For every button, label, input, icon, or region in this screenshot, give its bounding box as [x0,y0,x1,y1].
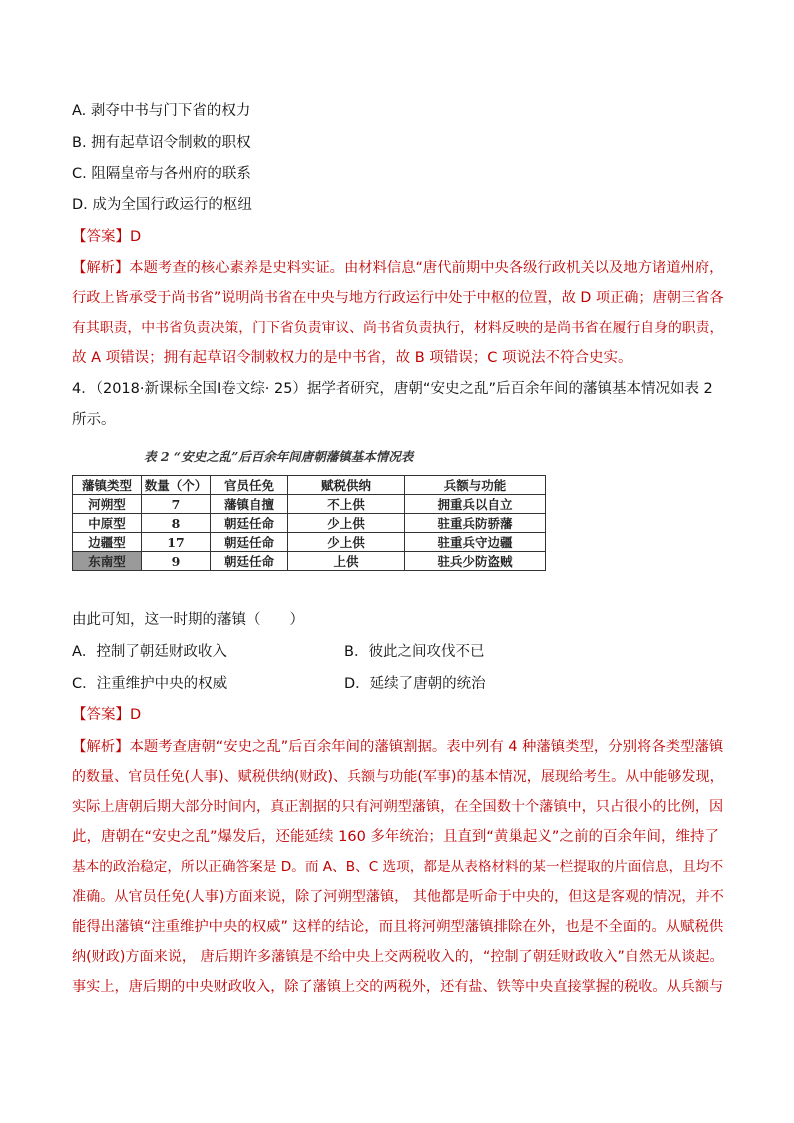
q4-option-c: C．注重维护中央的权威 [72,676,228,692]
table-header-cell: 数量（个） [142,476,211,495]
q4-stem-line: 所示。 [72,412,116,428]
table-cell: 驻兵少防盗贼 [405,552,546,571]
q4-analysis-line: 纳(财政)方面来说， 唐后期许多藩镇是不给中央上交两税收入的，“控制了朝廷财政收入”自然无从谈起。 [72,949,724,965]
q4-option-a: A．控制了朝廷财政收入 [72,644,227,660]
q4-table-image [72,447,562,592]
q3-option-b: B. 拥有起草诏令制敕的职权 [72,135,251,151]
table-row [73,552,546,571]
q4-analysis-line: 的数量、官员任免(人事)、赋税供纳(财政)、兵额与功能(军事)的基本情况，展现给考生。从中能够发现， [72,769,724,785]
q3-analysis-line: 【解析】本题考查的核心素养是史料实证。由材料信息“唐代前期中央各级行政机关以及地方诸道州府， [72,260,724,276]
table-cell: 朝廷任命 [211,533,288,552]
q4-analysis-line: 基本的政治稳定，所以正确答案是 D。而 A、B、C 选项，都是从表格材料的某一栏提取的片面信息，且均不 [72,859,724,875]
fanzhen-table [72,475,546,571]
q4-answer: 【答案】D [72,707,142,723]
table-cell: 拥重兵以自立 [405,495,546,514]
table-cell: 17 [142,533,211,552]
table-cell: 东南型 [73,552,142,571]
q4-analysis-line: 事实上，唐后期的中央财政收入，除了藩镇上交的两税外，还有盐、铁等中央直接掌握的税收。从兵额与 [72,979,724,995]
q4-analysis-line: 准确。从官员任免(人事)方面来说，除了河朔型藩镇， 其他都是听命于中央的，但这是客观的情况，并不 [72,889,724,905]
table-cell: 边疆型 [73,533,142,552]
table-cell: 少上供 [288,533,405,552]
table-header-cell: 赋税供纳 [288,476,405,495]
table-cell: 少上供 [288,514,405,533]
table-row [73,533,546,552]
table-cell: 朝廷任命 [211,552,288,571]
table-row [73,514,546,533]
table-caption: 表 2 “安史之乱”后百余年间唐朝藩镇基本情况表 [144,449,414,464]
q3-analysis-line: 行政上皆承受于尚书省”说明尚书省在中央与地方行政运行中处于中枢的位置，故 D 项正确；唐朝三省各 [72,290,724,306]
q3-option-d: D. 成为全国行政运行的枢纽 [72,197,252,213]
table-cell: 7 [142,495,211,514]
table-header-cell: 兵额与功能 [405,476,546,495]
q3-analysis-line: 故 A 项错误；拥有起草诏令制敕权力的是中书省，故 B 项错误；C 项说法不符合史实。 [72,350,633,366]
table-cell: 9 [142,552,211,571]
q4-analysis [72,732,724,1002]
table-cell: 藩镇自擅 [211,495,288,514]
q4-analysis-line: 能得出藩镇“注重维护中央的权威” 这样的结论，而且将河朔型藩镇排除在外，也是不全面的。从赋税供 [72,919,724,935]
table-header-cell: 藩镇类型 [73,476,142,495]
q4-analysis-line: 实际上唐朝后期大部分时间内，真正割据的只有河朔型藩镇，在全国数十个藩镇中，只占很小的比例，因 [72,799,724,815]
q4-option-b: B．彼此之间攻伐不已 [344,644,485,660]
q3-analysis-line: 有其职责，中书省负责决策，门下省负责审议、尚书省负责执行，材料反映的是尚书省在履行自身的职责， [72,320,724,336]
q4-analysis-line: 此，唐朝在“安史之乱”爆发后，还能延续 160 多年统治；且直到“黄巢起义”之前的百余年间，维持了 [72,829,719,845]
table-cell: 驻重兵防骄藩 [405,514,546,533]
q4-stem-line: 4．（2018·新课标全国Ⅰ卷文综· 25）据学者研究，唐朝“安史之乱”后百余年间的藩镇基本情况如表 2 [72,381,713,397]
table-cell: 不上供 [288,495,405,514]
q3-answer: 【答案】D [72,229,142,245]
table-cell: 上供 [288,552,405,571]
q4-question: 由此可知，这一时期的藩镇（ ） [72,612,304,628]
q3-option-a: A. 剥夺中书与门下省的权力 [72,103,251,119]
table-row [73,495,546,514]
table-cell: 河朔型 [73,495,142,514]
q3-option-c: C. 阻隔皇帝与各州府的联系 [72,166,251,182]
table-cell: 朝廷任命 [211,514,288,533]
table-header-cell: 官员任免 [211,476,288,495]
table-cell: 中原型 [73,514,142,533]
table-cell: 驻重兵守边疆 [405,533,546,552]
q4-analysis-line: 【解析】本题考查唐朝“安史之乱”后百余年间的藩镇割据。表中列有 4 种藩镇类型，分别将各类型藩镇 [72,739,724,755]
q4-option-d: D．延续了唐朝的统治 [344,676,486,692]
table-header-row [73,476,546,495]
table-cell: 8 [142,514,211,533]
q3-analysis [72,253,724,373]
